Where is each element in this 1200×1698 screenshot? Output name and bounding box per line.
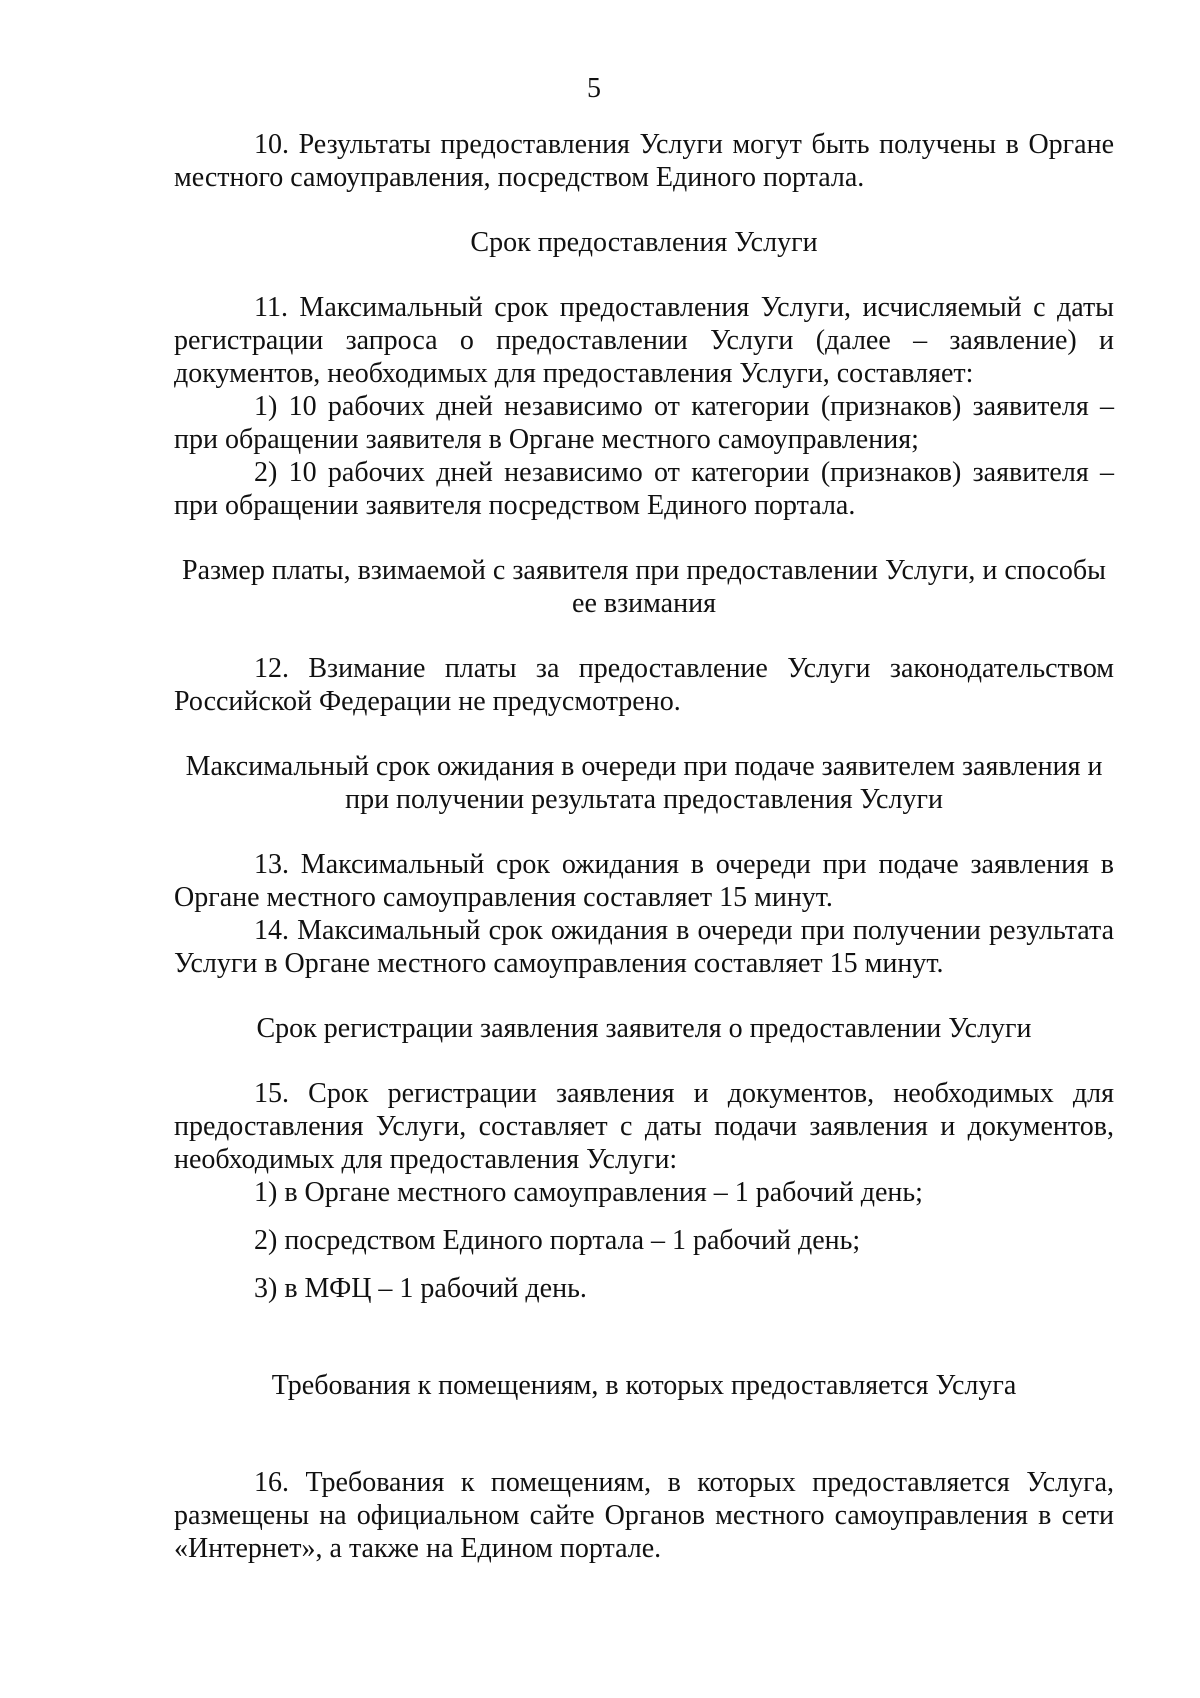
section-spacer (174, 522, 1114, 554)
paragraph-14: 14. Максимальный срок ожидания в очереди при получении результата Услуги в Органе местного самоуправления составляет 15 минут. (174, 915, 1114, 979)
section-spacer (174, 1305, 1114, 1369)
paragraph-11: 11. Максимальный срок предоставления Услуги, исчисляемый с даты регистрации запроса о предоставлении Услуги (далее – заявление) и документов, необходимых для предоставления Услуги, составляет: (174, 292, 1114, 389)
section-spacer (174, 980, 1114, 1012)
list-spacer (174, 1257, 1114, 1272)
section-spacer (174, 259, 1114, 291)
section-spacer (174, 194, 1114, 226)
document-body (174, 128, 1114, 1565)
heading-queue: Максимальный срок ожидания в очереди при подаче заявителем заявления и при получении результата предоставления Услуги (185, 751, 1103, 815)
section-spacer (174, 718, 1114, 750)
paragraph-15: 15. Срок регистрации заявления и документов, необходимых для предоставления Услуги, составляет с даты подачи заявления и документов, необходимых для предоставления Услуги: (174, 1078, 1114, 1175)
paragraph-10: 10. Результаты предоставления Услуги могут быть получены в Органе местного самоуправления, посредством Единого портала. (174, 129, 1114, 193)
paragraph-15-item-2: 2) посредством Единого портала – 1 рабочий день; (254, 1225, 861, 1256)
paragraph-11-item-1: 1) 10 рабочих дней независимо от категории (признаков) заявителя – при обращении заявителя в Органе местного самоуправления; (174, 391, 1114, 455)
section-spacer (174, 1402, 1114, 1466)
heading-term: Срок предоставления Услуги (470, 227, 818, 258)
paragraph-11-item-2: 2) 10 рабочих дней независимо от категории (признаков) заявителя – при обращении заявителя посредством Единого портала. (174, 457, 1114, 521)
paragraph-12: 12. Взимание платы за предоставление Услуги законодательством Российской Федерации не предусмотрено. (174, 653, 1114, 717)
heading-premises: Требования к помещениям, в которых предоставляется Услуга (271, 1370, 1017, 1401)
paragraph-15-item-3: 3) в МФЦ – 1 рабочий день. (254, 1273, 587, 1304)
section-spacer (174, 620, 1114, 652)
page-number: 5 (587, 73, 601, 104)
section-spacer (174, 1045, 1114, 1077)
paragraph-15-item-1: 1) в Органе местного самоуправления – 1 рабочий день; (254, 1177, 923, 1208)
list-spacer (174, 1209, 1114, 1224)
paragraph-13: 13. Максимальный срок ожидания в очереди при подаче заявления в Органе местного самоуправления составляет 15 минут. (174, 849, 1114, 913)
heading-fee: Размер платы, взимаемой с заявителя при предоставлении Услуги, и способы ее взимания (182, 555, 1106, 619)
section-spacer (174, 816, 1114, 848)
heading-registration: Срок регистрации заявления заявителя о предоставлении Услуги (256, 1013, 1032, 1044)
paragraph-16: 16. Требования к помещениям, в которых предоставляется Услуга, размещены на официальном сайте Органов местного самоуправления в сети «Интернет», а также на Едином портале. (174, 1467, 1114, 1564)
